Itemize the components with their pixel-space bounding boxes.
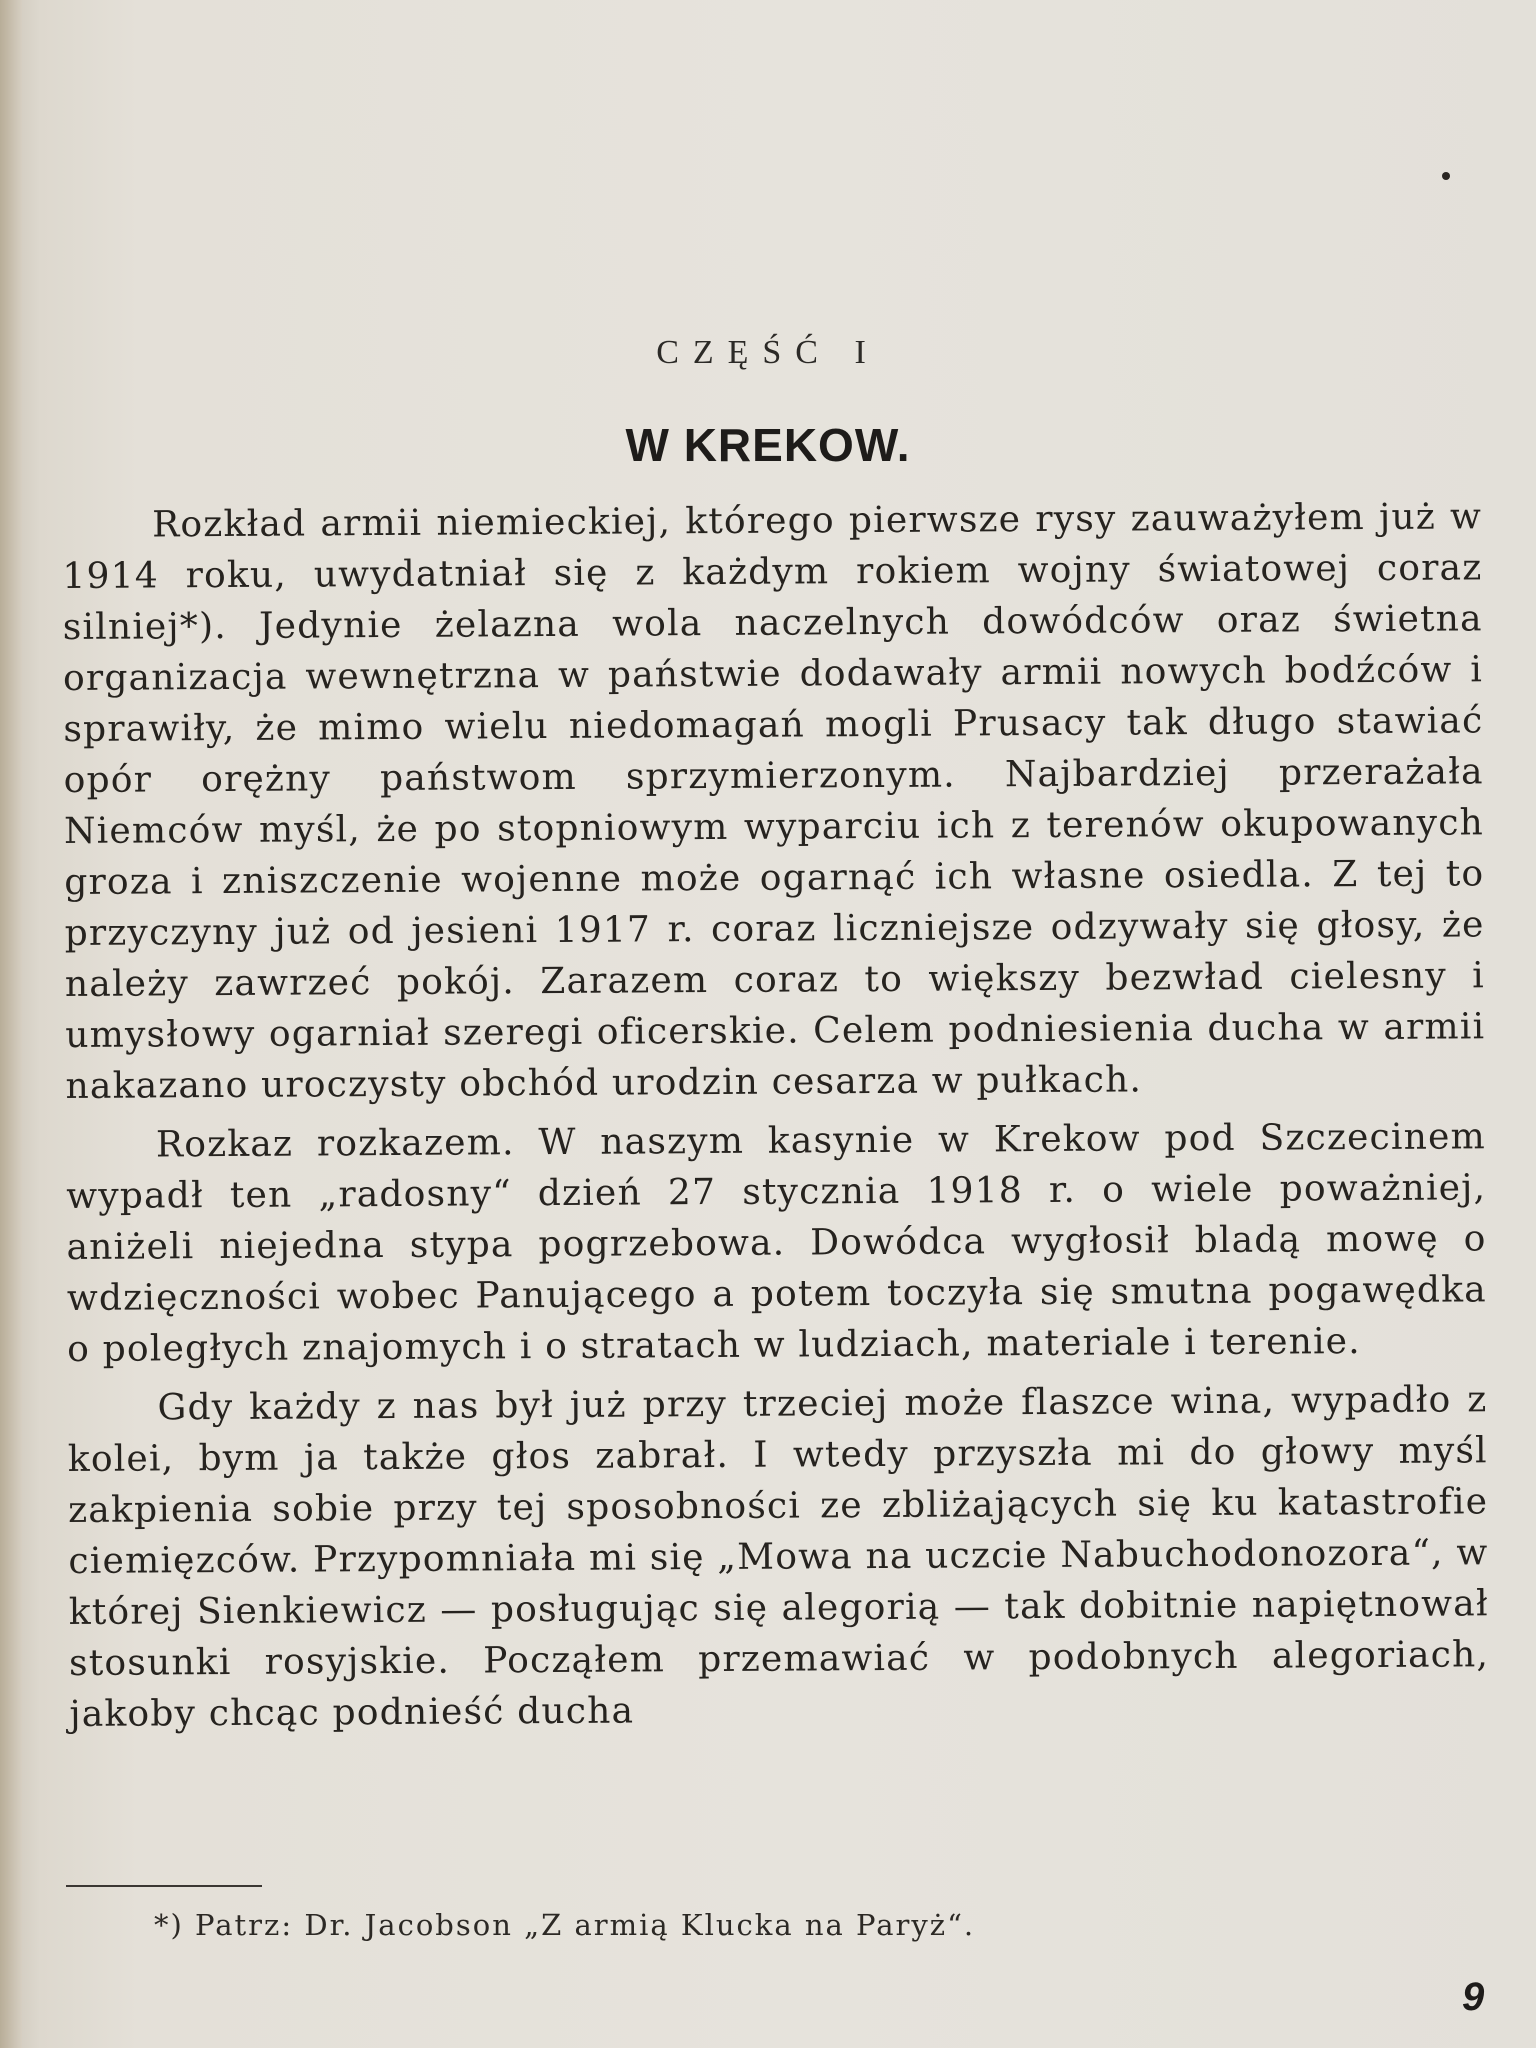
chapter-title: W KREKOW. (625, 419, 911, 471)
page-number: 9 (1462, 1975, 1485, 2019)
footnote-divider (66, 1885, 262, 1887)
paragraph-1: Rozkład armii niemieckiej, którego pierwsze rysy zauważyłem już w 1914 roku, uwydatniał się z każdym rokiem wojny światowej coraz silniej*). Jedynie żelazna wola naczelnych dowódców oraz świetna organizacja wewnętrzna w państwie dodawały armii nowych bodźców i sprawiły, że mimo wielu niedomagań mogli Prusacy tak długo stawiać opór orężny państwom sprzymierzonym. Najbardziej przerażała Niemców myśl, że po stopniowym wyparciu ich z terenów okupowanych groza i zniszczenie wojenne może ogarnąć ich własne osiedla. Z tej to przyczyny już od jesieni 1917 r. coraz liczniejsze odzywały się głosy, że należy zawrzeć pokój. Zarazem coraz to większy bezwład cielesny i umysłowy ogarniał szeregi oficerskie. Celem podniesienia ducha w armii nakazano uroczysty obchód urodzin cesarza w pułkach. (62, 496, 1486, 1107)
part-heading: CZĘŚĆ I (656, 334, 880, 371)
paragraph-3: Gdy każdy z nas był już przy trzeciej może flaszce wina, wypadło z kolei, bym ja także głos zabrał. I wtedy przyszła mi do głowy myśl zakpienia sobie przy tej sposobności ze zbliżających się ku katastrofie ciemięzców. Przypomniała mi się „Mowa na uczcie Nabuchodonozora“, w której Sienkiewicz — posługując się alegorią — tak dobitnie napiętnował stosunki rosyjskie. Począłem przemawiać w podobnych alegoriach, jakoby chcąc podnieść ducha (67, 1379, 1490, 1735)
ink-spot (1442, 172, 1450, 180)
page-gutter-edge (0, 0, 22, 2048)
body-text (62, 491, 1490, 1740)
paragraph-2: Rozkaz rozkazem. W naszym kasynie w Krekow pod Szczecinem wypadł ten „radosny“ dzień 27 stycznia 1918 r. o wiele poważniej, aniżeli niejedna stypa pogrzebowa. Dowódca wygłosił bladą mowę o wdzięczności wobec Panującego a potem toczyła się smutna pogawędka o poległych znajomych i o stratach w ludziach, materiale i terenie. (66, 1116, 1487, 1370)
footnote: *) Patrz: Dr. Jacobson „Z armią Klucka na Paryż“. (154, 1908, 976, 1942)
